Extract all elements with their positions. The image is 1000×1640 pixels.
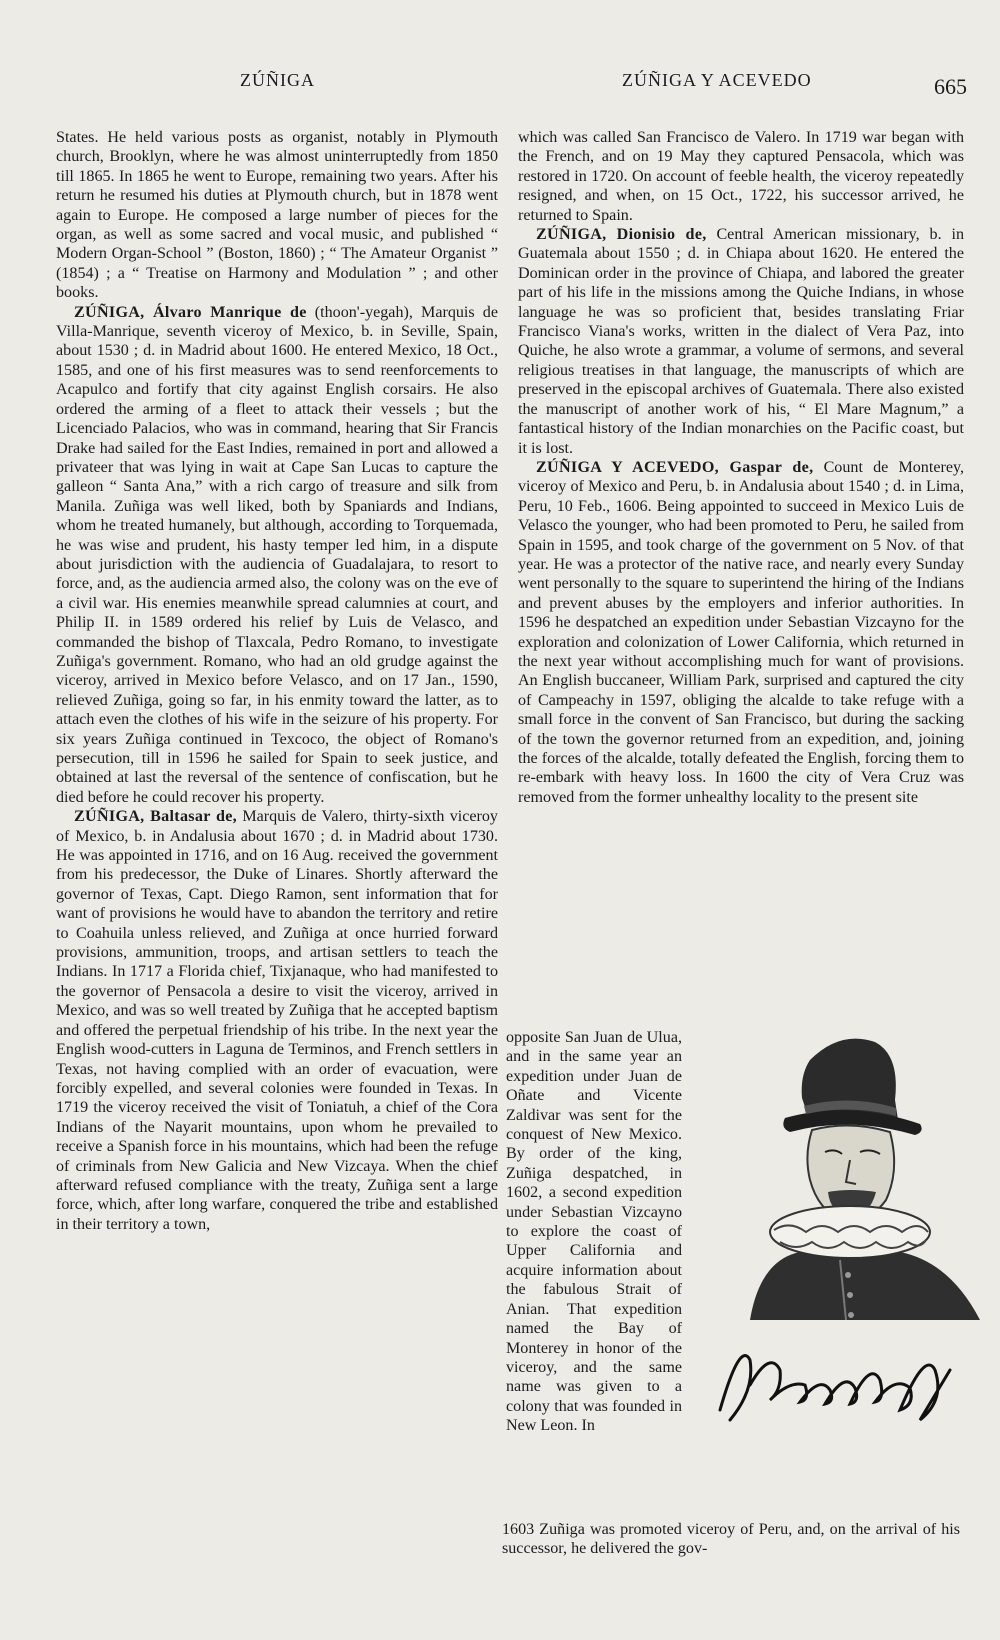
entry-gaspar xyxy=(518,458,964,807)
entry-headword: ZÚÑIGA, Baltasar de, xyxy=(74,808,237,826)
paragraph-text: States. He held various posts as organist, notably in Plymouth church, Brooklyn, where he was almost uninterruptedly from 1850 till 1865. In 1865 he went to Europe, remaining two years. After his return he resumed his duties at Plymouth church, but in 1878 went again to Europe. He composed a large number of pieces for the organ, as well as some sacred and vocal music, and published “ Modern Organ-School ” (Boston, 1860) ; “ The Amateur Organist ” (1854) ; a “ Treatise on Harmony and Modulation ” ; and other books. xyxy=(56,129,498,302)
entry-text: (thoon'-yegah), Marquis de Villa-Manrique, seventh viceroy of Mexico, b. in Seville, Spain, about 1530 ; d. in Madrid about 1600. He entered Mexico, 18 Oct., 1585, and one of his first measures was to send reenforcements to Acapulco and fortify that city against English corsairs. He also ordered the arming of a fleet to attack their vessels ; but the Licenciado Palacios, who was in command, hearing that Sir Francis Drake had sailed for the East Indies, remained in port and allowed a privateer that was lying in wait at Cape San Lucas to capture the galleon “ Santa Ana,” with a rich cargo of treasure and silk from Manila. Zuñiga was well liked, both by Spaniards and Indians, whom he treated humanely, but although, according to Torquemada, he was wise and prudent, his hasty temper led him, in a dispute about jurisdiction with the audiencia of Guadalajara, to resort to force, and, as the audiencia armed also, the colony was on the eve of a civil war. His enemies meanwhile spread calumnies at court, and Philip II. in 1589 ordered his relief by Luis de Velasco, and commanded the bishop of Tlaxcala, Pedro Romano, to investigate Zuñiga's government. Romano, who had an old grudge against the viceroy, arrived in Mexico before Velasco, and on 17 Jan., 1590, relieved Zuñiga, going so far, in his enmity toward the latter, as to attach even the clothes of his wife in the seizure of his property. For six years Zuñiga continued in Texcoco, the object of Romano's persecution, till in 1596 he sailed for Spain to seek justice, and obtained at last the reversal of the sentence of confiscation, but he died before he could recover his property. xyxy=(56,303,498,806)
entry-headword: ZÚÑIGA Y ACEVEDO, Gaspar de, xyxy=(536,458,814,476)
entry-dionisio xyxy=(518,225,964,458)
entry-alvaro-manrique xyxy=(56,303,498,808)
paragraph-text: which was called San Francisco de Valero. In 1719 war began with the French, and on 19 May they captured Pensacola, which was restored in 1720. On account of feeble health, the viceroy repeatedly resigned, and when, on 15 Oct., 1722, his successor arrived, he returned to Spain. xyxy=(518,129,964,224)
signature xyxy=(710,1330,960,1430)
right-column-narrow xyxy=(506,1028,682,1436)
right-column xyxy=(518,128,964,807)
paragraph-continuation xyxy=(518,128,964,225)
right-running-head: ZÚÑIGA Y ACEVEDO xyxy=(622,70,812,90)
right-column-bottom xyxy=(502,1520,960,1559)
entry-text: Central American missionary, b. in Guatemala about 1550 ; d. in Chiapa about 1620. He entered the Dominican order in the province of Chiapa, and labored the greater part of his life in the missions among the Quiche Indians, in whose language he was so proficient that, besides translating Friar Francisco Viana's works, written in the dialect of Vera Paz, into Quiche, he also wrote a grammar, a volume of sermons, and several religious treatises in that language, the manuscripts of which are preserved in the episcopal archives of Guatemala. There also existed the manuscript of another work of his, “ El Mare Magnum,” a fantastical history of the Indian monarchies on the Pacific coast, but it is lost. xyxy=(518,226,964,457)
page-number: 665 xyxy=(934,74,967,99)
left-running-head: ZÚÑIGA xyxy=(240,70,315,90)
paragraph-text: 1603 Zuñiga was promoted viceroy of Peru, and, on the arrival of his successor, he delivered the gov- xyxy=(502,1521,960,1558)
entry-text: Count de Monterey, viceroy of Mexico and Peru, b. in Andalusia about 1540 ; d. in Lima, Peru, 10 Feb., 1606. Being appointed to succeed in Mexico Luis de Velasco the younger, who had been promoted to Peru, he sailed from Spain in 1595, and took charge of the government on 5 Nov. of that year. He was a protector of the native race, and nearly every Sunday went personally to the square to superintend the hiring of the Indians and prevent abuses by the employers and inferior authorities. In 1596 he despatched an expedition under Sebastian Vizcayno for the exploration and colonization of Lower California, which returned in the next year without accomplishing much for want of provisions. An English buccaneer, William Park, surprised and captured the city of Campeachy in 1597, obliging the alcalde to take refuge with a small force in the convent of San Francisco, but during the sacking of the town the governor returned from an expedition, and, joining the forces of the alcalde, totally defeated the English, forcing them to re-embark with heavy loss. In 1600 the city of Vera Cruz was removed from the former unhealthy locality to the present site xyxy=(518,458,964,806)
entry-baltasar xyxy=(56,807,498,1234)
entry-text: Marquis de Valero, thirty-sixth viceroy of Mexico, b. in Andalusia about 1670 ; d. in Madrid about 1730. He was appointed in 1716, and on 16 Aug. received the government from his predecessor, the Duke of Linares. Shortly afterward the governor of Texas, Capt. Diego Ramon, sent information that for want of provisions he would have to abandon the territory and retire to Coahuila unless relieved, and Zuñiga at once hurried forward provisions, ammunition, troops, and artisan settlers to teach the Indians. In 1717 a Florida chief, Tixjanaque, who had manifested to the governor of Pensacola a desire to visit the viceroy, arrived in Mexico, and was so well treated by Zuñiga that he accepted baptism and offered the perpetual friendship of his tribe. In the next year the English wood-cutters in Laguna de Terminos, and French settlers in Texas, not having complied with an order of evacuation, were forcibly expelled, and several colonies were founded in Texas. In 1719 the viceroy received the visit of Toniatuh, a chief of the Cora Indians of the Nayarit mountains, upon whom he prevailed to receive a Spanish force in his mountains, which had been the refuge of criminals from New Galicia and New Vizcaya. When the chief afterward refused compliance with the treaty, Zuñiga sent a large force, which, after long warfare, conquered the tribe and established in their territory a town, xyxy=(56,808,498,1233)
paragraph-continuation xyxy=(56,128,498,303)
entry-headword: ZÚÑIGA, Dionisio de, xyxy=(536,226,707,244)
left-column xyxy=(56,128,498,1234)
portrait-engraving xyxy=(690,1020,990,1320)
paragraph-text: opposite San Juan de Ulua, and in the same year an expedition under Juan de Oñate and Vicente Zaldivar was sent for the conquest of New Mexico. By order of the king, Zuñiga despatched, in 1602, a second expedition under Sebastian Vizcayno to explore the coast of Upper California and acquire information about the fabulous Strait of Anian. That expedition named the Bay of Monterey in honor of the viceroy, and the same name was given to a colony that was founded in New Leon. In xyxy=(506,1029,682,1435)
entry-headword: ZÚÑIGA, Álvaro Manrique de xyxy=(74,303,307,321)
